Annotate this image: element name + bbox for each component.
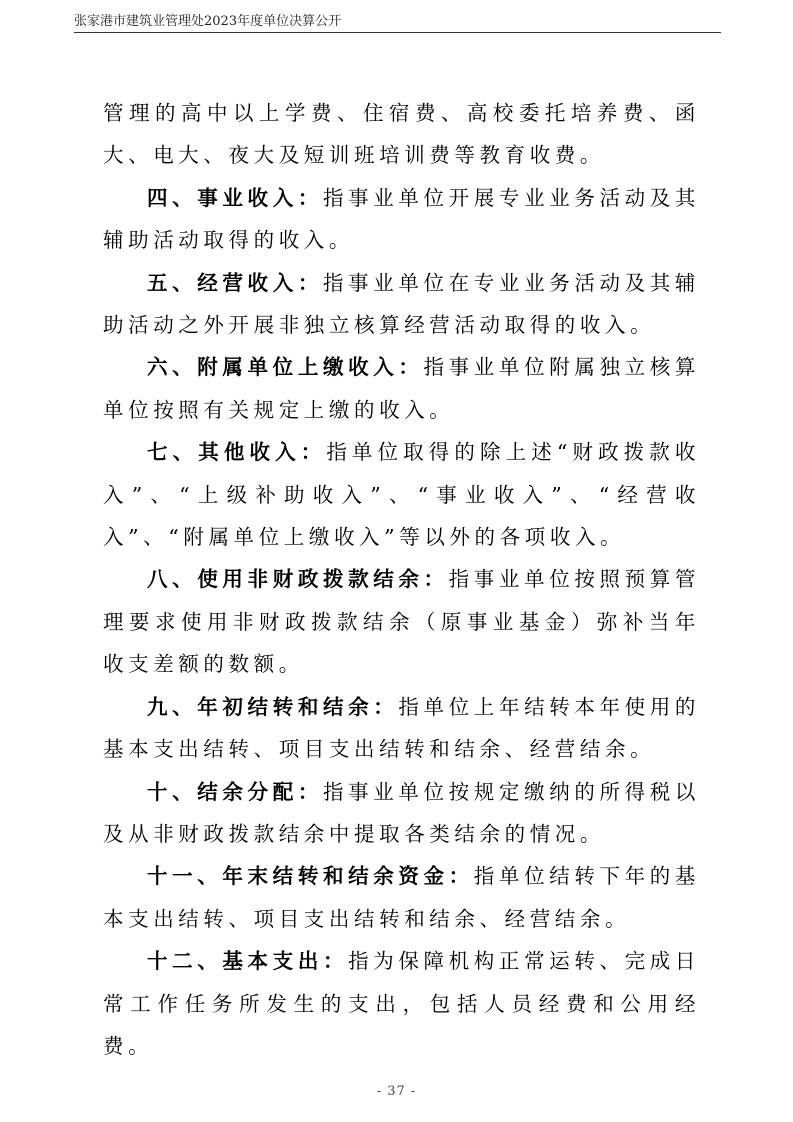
paragraph-text: 指事业单位在专业业务活动及其辅助活动之外开展非独立核算经营活动取得的收入。 [103,270,700,338]
paragraph-opening-balance [103,686,700,771]
term-heading: 十一、年末结转和结余资金： [147,864,474,889]
paragraph-text: 指为保障机构正常运转、完成日常工作任务所发生的支出，包括人员经费和公用经费。 [103,949,700,1058]
paragraph-business-income [103,177,700,262]
paragraph-text: 指事业单位按照预算管理要求使用非财政拨款结余（原事业基金）弥补当年收支差额的数额。 [103,567,700,677]
paragraph-operating-income [103,262,700,347]
paragraph-text: 指事业单位按规定缴纳的所得税以及从非财政拨款结余中提取各类结余的情况。 [103,779,700,846]
paragraph-closing-balance [103,855,700,940]
term-heading: 八、使用非财政拨款结余： [147,567,449,592]
term-heading: 十、结余分配： [147,779,323,804]
term-heading: 九、年初结转和结余： [147,694,399,719]
paragraph-surplus-distribution [103,771,700,856]
paragraph-non-fiscal-surplus [103,558,700,685]
paragraph-text: 指事业单位附属独立核算单位按照有关规定上缴的收入。 [103,355,700,422]
page-number: - 37 - [376,1084,417,1099]
paragraph-text: 管理的高中以上学费、住宿费、高校委托培养费、函大、电大、夜大及短训班培训费等教育收费。 [103,101,700,168]
paragraph-basic-expenditure [103,940,700,1067]
paragraph-text: 指单位取得的除上述“财政拨款收入”、“上级补助收入”、“事业收入”、“经营收入”、“附属单位上缴收入”等以外的各项收入。 [103,440,701,550]
term-heading: 六、附属单位上缴收入： [147,355,424,380]
paragraph-other-income [103,431,700,558]
header-divider [74,32,721,33]
paragraph-text: 指单位上年结转本年使用的基本支出结转、项目支出结转和结余、经营结余。 [103,694,701,762]
paragraph-subsidiary-income [103,346,700,431]
paragraph-text: 指事业单位开展专业业务活动及其辅助活动取得的收入。 [103,185,700,253]
paragraph-continuation [103,92,700,177]
running-header: 张家港市建筑业管理处2023年度单位决算公开 [74,14,342,29]
term-heading: 四、事业收入： [147,185,323,210]
term-heading: 十二、基本支出： [147,949,349,974]
term-heading: 五、经营收入： [147,270,323,295]
term-heading: 七、其他收入： [147,440,327,465]
body-text [103,92,700,1067]
paragraph-text: 指单位结转下年的基本支出结转、项目支出结转和结余、经营结余。 [103,864,700,931]
